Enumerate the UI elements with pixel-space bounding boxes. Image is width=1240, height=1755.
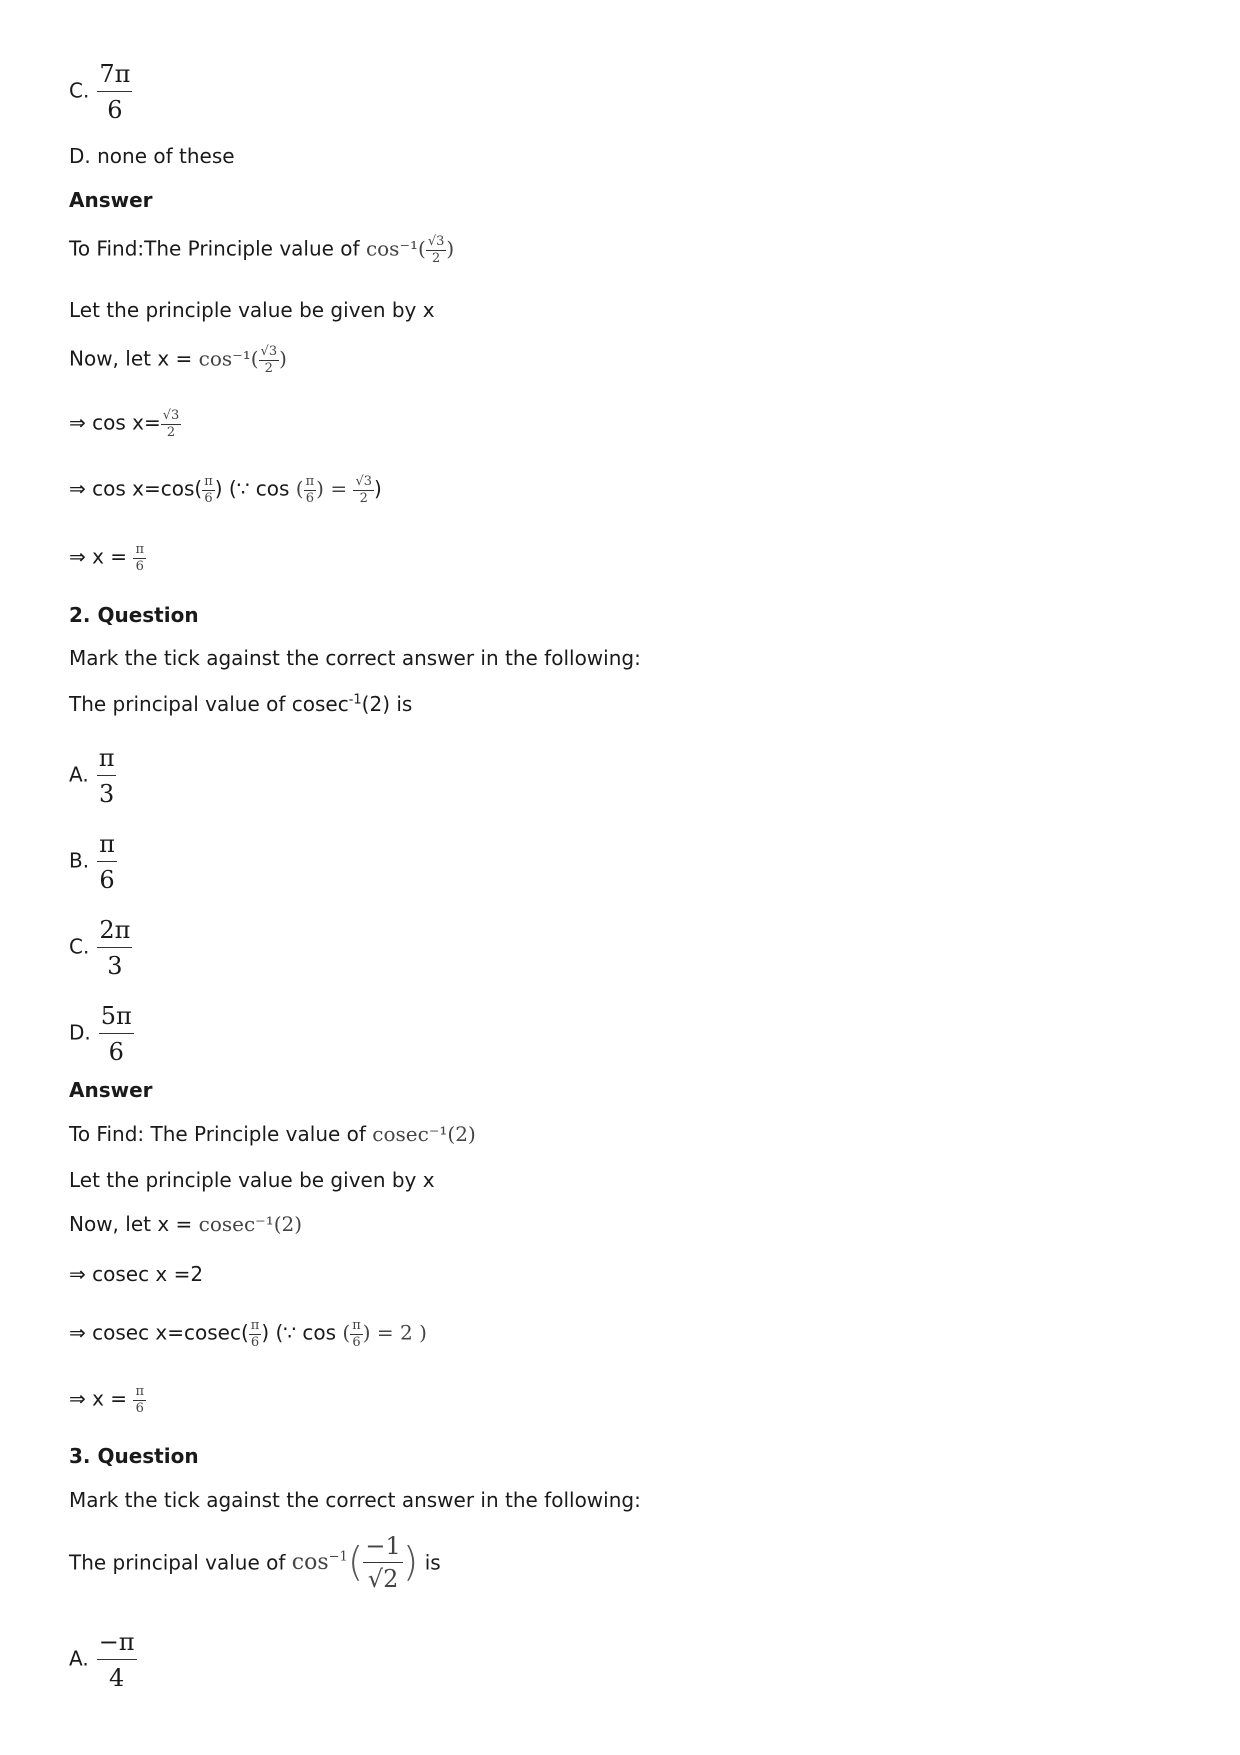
option-label: A. <box>69 1646 89 1671</box>
q1-now-line: Now, let x = cos⁻¹( $\frac{√3}{2}$ ) <box>69 344 287 376</box>
q3-option-a[interactable] <box>69 1628 137 1692</box>
q2-step-1: ⇒ cosec x =2 <box>69 1262 204 1286</box>
q1-to-find: To Find:The Principle value of cos⁻¹( $\frac{√3}{2}$ ) <box>69 234 455 266</box>
q2-option-c[interactable] <box>69 916 132 980</box>
q1-step-3: ⇒ x = $\frac{\pi}{6}$ <box>69 542 144 574</box>
q3-instruction: Mark the tick against the correct answer in the following: <box>69 1488 641 1512</box>
q2-now-line: Now, let x = cosec⁻¹(2) <box>69 1212 303 1236</box>
q1-option-c[interactable] <box>69 60 132 124</box>
option-fraction: $\frac{5\pi}{6}$ <box>100 1002 132 1066</box>
q2-stem: The principal value of cosec$^{-1}$(2) is <box>69 692 413 716</box>
q2-step-2: ⇒ cosec x=cosec( $\frac{\pi}{6}$ ) (∵ cos ( $\frac{\pi}{6}$ ) = 2 ) <box>69 1318 427 1350</box>
option-label: C. <box>69 78 90 103</box>
q1-option-d[interactable]: D. none of these <box>69 144 235 168</box>
option-fraction: $\frac{2\pi}{3}$ <box>99 916 131 980</box>
q2-heading: 2. Question <box>69 603 199 627</box>
option-fraction: $\frac{7\pi}{6}$ <box>99 60 131 124</box>
option-label: B. <box>69 848 90 873</box>
option-fraction: $\frac{\pi}{3}$ <box>98 744 115 808</box>
option-label: A. <box>69 762 89 787</box>
q2-to-find: To Find: The Principle value of cosec⁻¹(2) <box>69 1122 476 1146</box>
q2-let-line: Let the principle value be given by x <box>69 1168 435 1192</box>
q3-heading: 3. Question <box>69 1444 199 1468</box>
q2-option-a[interactable] <box>69 744 116 808</box>
q3-stem: The principal value of $\cos^{-1}$( $\frac{-1}{√2}$ ) is <box>69 1532 441 1593</box>
option-label: C. <box>69 934 90 959</box>
q1-step-1: ⇒ cos x= $\frac{√3}{2}$ <box>69 408 180 440</box>
q1-let-line: Let the principle value be given by x <box>69 298 435 322</box>
option-fraction: $\frac{-\pi}{4}$ <box>98 1628 135 1692</box>
q2-option-d[interactable] <box>69 1002 134 1066</box>
q1-step-2: ⇒ cos x=cos( $\frac{\pi}{6}$ ) (∵ cos ( $\frac{\pi}{6}$ ) = $\frac{√3}{2}$ ) <box>69 474 382 506</box>
q2-step-3: ⇒ x = $\frac{\pi}{6}$ <box>69 1384 144 1416</box>
q2-instruction: Mark the tick against the correct answer in the following: <box>69 646 641 670</box>
q2-answer-heading: Answer <box>69 1078 153 1102</box>
option-fraction: $\frac{\pi}{6}$ <box>99 830 115 894</box>
q2-option-b[interactable] <box>69 830 117 894</box>
option-label: D. <box>69 1020 91 1045</box>
q1-answer-heading: Answer <box>69 188 153 212</box>
